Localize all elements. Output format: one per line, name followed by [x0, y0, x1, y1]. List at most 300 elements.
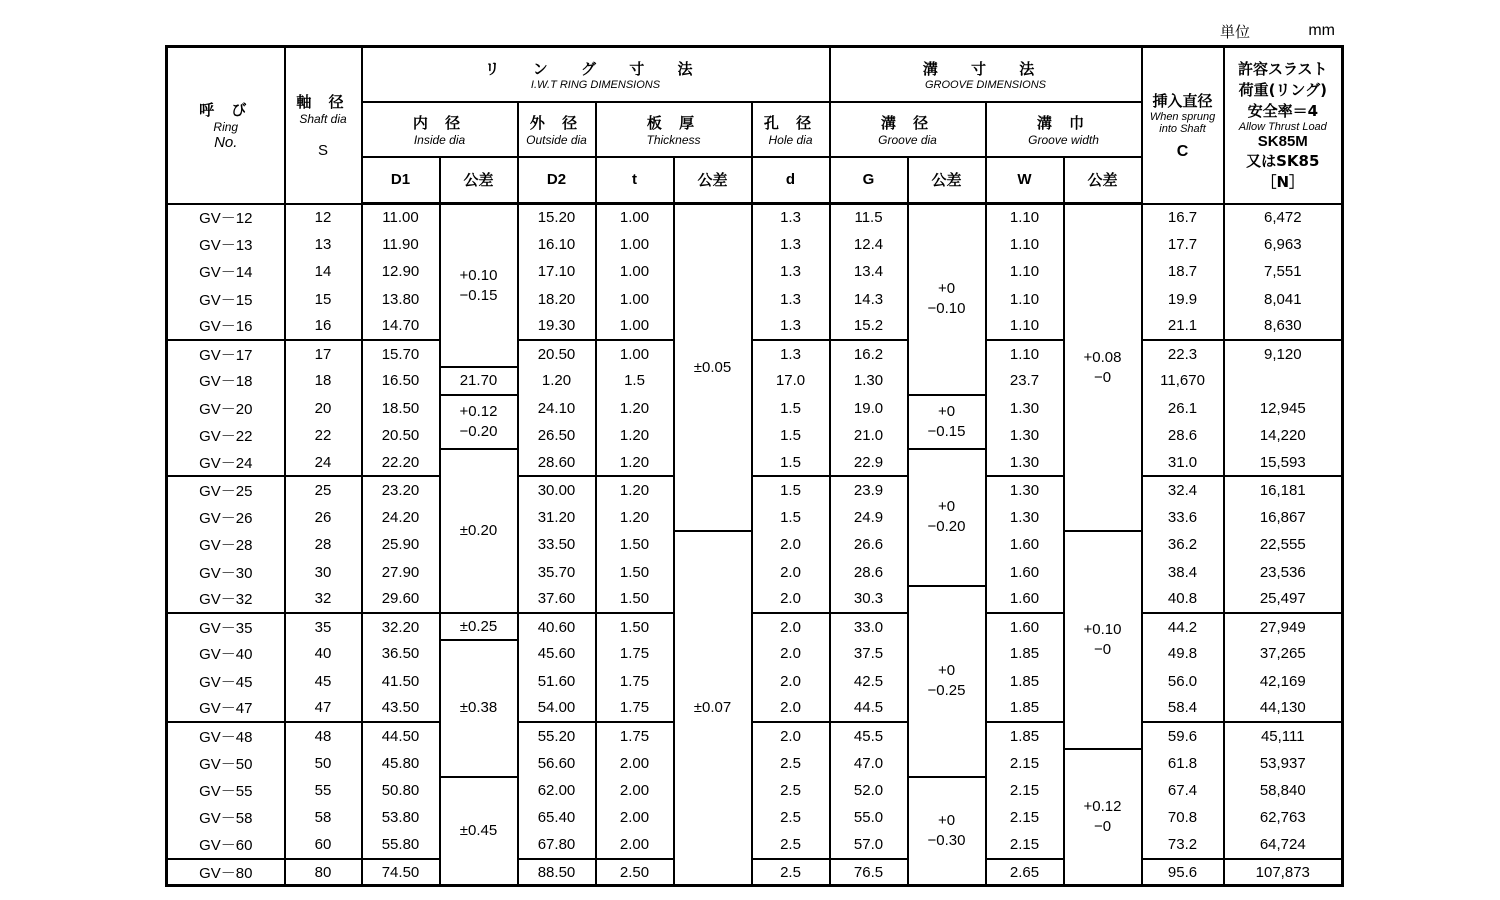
d1-cell: 15.70	[362, 340, 440, 367]
d1-cell: 22.20	[362, 449, 440, 476]
groove-dia-cell: 33.0	[830, 613, 908, 640]
thickness-cell: 1.50	[596, 558, 674, 585]
d2-cell: 15.20	[518, 204, 596, 231]
d2-cell: 16.10	[518, 231, 596, 258]
thrust-load-cell: 14,220	[1224, 422, 1343, 449]
thrust-load-cell: 58,840	[1224, 777, 1343, 804]
d1-cell: 74.50	[362, 859, 440, 886]
d1-cell: 23.20	[362, 476, 440, 503]
groove-dia-cell: 30.3	[830, 586, 908, 613]
shaft-dia-cell: 50	[285, 749, 362, 776]
groove-dia-cell: 28.6	[830, 558, 908, 585]
table-row	[167, 258, 1343, 285]
groove-width-cell: 1.30	[986, 422, 1064, 449]
groove-dia-cell: 26.6	[830, 531, 908, 558]
hole-dia-cell: 1.5	[752, 422, 830, 449]
hole-dia-cell: 2.0	[752, 586, 830, 613]
groove-dia-cell: 23.9	[830, 476, 908, 503]
d1-cell: 50.80	[362, 777, 440, 804]
thrust-load-cell: 23,536	[1224, 558, 1343, 585]
shaft-dia-cell: 40	[285, 640, 362, 667]
ring-no-cell: GV－80	[167, 859, 285, 886]
ring-no-cell: GV－16	[167, 313, 285, 340]
shaft-dia-cell: 22	[285, 422, 362, 449]
groove-width-tolerance-cell-line: +0.08	[1083, 348, 1122, 366]
ring-no-cell: GV－12	[167, 204, 285, 231]
thickness-tolerance-cell	[674, 531, 752, 886]
header-outside-dia: 外 径 Outside dia	[518, 102, 596, 157]
d1-cell: 14.70	[362, 313, 440, 340]
d2-cell: 33.50	[518, 531, 596, 558]
hole-dia-cell: 1.5	[752, 395, 830, 422]
shaft-dia-cell: 55	[285, 777, 362, 804]
header-w: W	[986, 157, 1064, 204]
d1-tolerance-cell	[440, 777, 518, 886]
ring-no-cell: GV－14	[167, 258, 285, 285]
groove-dia-cell: 57.0	[830, 831, 908, 858]
groove-width-cell: 1.10	[986, 285, 1064, 312]
groove-dia-tolerance-cell-line: −0.20	[927, 518, 966, 536]
groove-width-cell: 1.10	[986, 340, 1064, 367]
insert-dia-cell: 38.4	[1142, 558, 1224, 585]
shaft-dia-cell: 30	[285, 558, 362, 585]
shaft-dia-cell: 28	[285, 531, 362, 558]
ring-no-cell: GV－15	[167, 285, 285, 312]
table-row	[167, 831, 1343, 858]
d1-tolerance-cell-line: −0.15	[459, 286, 498, 304]
thickness-cell: 2.00	[596, 804, 674, 831]
d1-cell: 27.90	[362, 558, 440, 585]
table-row	[167, 340, 1343, 367]
header-ring-no: 呼 び Ring No.	[167, 47, 285, 204]
groove-dia-cell: 76.5	[830, 859, 908, 886]
header-hole-dia: 孔 径 Hole dia	[752, 102, 830, 157]
d1-cell: 43.50	[362, 695, 440, 722]
shaft-dia-cell: 20	[285, 395, 362, 422]
shaft-dia-cell: 32	[285, 586, 362, 613]
groove-width-cell: 1.85	[986, 722, 1064, 749]
hole-dia-cell: 1.5	[752, 504, 830, 531]
d2-cell: 28.60	[518, 449, 596, 476]
d2-cell: 37.60	[518, 586, 596, 613]
d1-tolerance-cell-line: ±0.38	[459, 699, 498, 717]
groove-width-cell: 2.15	[986, 777, 1064, 804]
ring-no-cell: GV－25	[167, 476, 285, 503]
thickness-cell: 1.20	[596, 504, 674, 531]
thickness-cell: 1.50	[596, 613, 674, 640]
thickness-cell: 1.20	[596, 476, 674, 503]
ring-no-cell: GV－40	[167, 640, 285, 667]
header-t-tolerance: 公差	[674, 157, 752, 204]
table-row	[167, 749, 1343, 776]
header-d2: D2	[518, 157, 596, 204]
thickness-cell: 1.50	[596, 586, 674, 613]
thrust-load-cell: 25,497	[1224, 586, 1343, 613]
d2-cell: 24.10	[518, 395, 596, 422]
thrust-load-cell: 107,873	[1224, 859, 1343, 886]
groove-dia-cell: 16.2	[830, 340, 908, 367]
hole-dia-cell: 2.0	[752, 668, 830, 695]
insert-dia-cell: 31.0	[1142, 449, 1224, 476]
table-row	[167, 285, 1343, 312]
groove-dia-cell: 12.4	[830, 231, 908, 258]
d2-cell: 88.50	[518, 859, 596, 886]
header-insert-dia: 挿入直径 When sprung into Shaft C	[1142, 47, 1224, 204]
insert-dia-cell: 70.8	[1142, 804, 1224, 831]
d2-cell: 26.50	[518, 422, 596, 449]
ring-no-cell: GV－13	[167, 231, 285, 258]
thrust-load-cell: 8,041	[1224, 285, 1343, 312]
ring-no-cell: GV－18	[167, 367, 285, 394]
d1-cell: 11.90	[362, 231, 440, 258]
shaft-dia-cell: 25	[285, 476, 362, 503]
thickness-cell: 1.50	[596, 531, 674, 558]
d2-cell: 20.50	[518, 340, 596, 367]
d1-cell: 32.20	[362, 613, 440, 640]
table-header	[167, 47, 1343, 204]
table-body	[167, 204, 1343, 886]
thickness-cell: 1.00	[596, 258, 674, 285]
thickness-cell: 1.00	[596, 285, 674, 312]
unit-label	[1220, 20, 1335, 42]
insert-dia-cell: 67.4	[1142, 777, 1224, 804]
d2-cell: 31.20	[518, 504, 596, 531]
groove-dia-cell: 22.9	[830, 449, 908, 476]
table-row	[167, 586, 1343, 613]
thrust-load-cell: 53,937	[1224, 749, 1343, 776]
thickness-tolerance-cell-line: ±0.07	[693, 699, 732, 717]
thickness-cell: 1.00	[596, 204, 674, 231]
shaft-dia-cell: 45	[285, 668, 362, 695]
ring-no-cell: GV－26	[167, 504, 285, 531]
d2-cell: 67.80	[518, 831, 596, 858]
groove-dia-tolerance-cell-line: −0.15	[927, 422, 966, 440]
groove-dia-tolerance-cell-line: +0	[937, 812, 956, 830]
ring-no-cell: GV－58	[167, 804, 285, 831]
groove-dia-cell: 17.0	[752, 367, 830, 394]
groove-width-tolerance-cell-line: +0.12	[1083, 798, 1122, 816]
table-row	[167, 504, 1343, 531]
groove-dia-tolerance-cell	[908, 586, 986, 777]
insert-dia-cell: 19.9	[1142, 285, 1224, 312]
groove-width-cell: 1.85	[986, 640, 1064, 667]
d2-cell: 62.00	[518, 777, 596, 804]
d1-cell: 18.50	[362, 395, 440, 422]
table-row	[167, 204, 1343, 231]
insert-dia-cell: 18.7	[1142, 258, 1224, 285]
d1-tolerance-cell-line: ±0.20	[459, 522, 498, 540]
insert-dia-cell: 33.6	[1142, 504, 1224, 531]
groove-dia-cell: 11.5	[830, 204, 908, 231]
hole-dia-cell: 1.3	[752, 285, 830, 312]
d1-tolerance-cell	[440, 613, 518, 640]
groove-width-cell: 1.10	[986, 204, 1064, 231]
thickness-cell: 1.20	[596, 395, 674, 422]
d2-cell: 56.60	[518, 749, 596, 776]
hole-dia-cell: 1.5	[752, 476, 830, 503]
d2-cell: 21.70	[440, 367, 518, 394]
d1-cell: 41.50	[362, 668, 440, 695]
groove-width-tolerance-cell-line: −0	[1093, 818, 1112, 836]
ring-no-cell: GV－60	[167, 831, 285, 858]
groove-dia-tolerance-cell	[908, 395, 986, 450]
d1-tolerance-cell	[440, 395, 518, 450]
hole-dia-cell: 1.3	[752, 231, 830, 258]
shaft-dia-cell: 17	[285, 340, 362, 367]
groove-dia-tolerance-cell-line: −0.30	[927, 832, 966, 850]
ring-no-cell: GV－24	[167, 449, 285, 476]
insert-dia-cell: 73.2	[1142, 831, 1224, 858]
groove-width-cell: 1.60	[986, 586, 1064, 613]
header-w-tolerance: 公差	[1064, 157, 1142, 204]
hole-dia-cell: 2.5	[752, 777, 830, 804]
d1-tolerance-cell-line: ±0.25	[459, 617, 498, 635]
ring-no-cell: GV－28	[167, 531, 285, 558]
table-row	[167, 804, 1343, 831]
ring-no-cell: GV－55	[167, 777, 285, 804]
hole-dia-cell: 1.3	[752, 340, 830, 367]
insert-dia-cell: 40.8	[1142, 586, 1224, 613]
table-row	[167, 558, 1343, 585]
d2-cell: 30.00	[518, 476, 596, 503]
hole-dia-cell: 2.0	[752, 695, 830, 722]
groove-dia-cell: 37.5	[830, 640, 908, 667]
thrust-load-cell: 42,169	[1224, 668, 1343, 695]
shaft-dia-cell: 48	[285, 722, 362, 749]
table-row	[167, 531, 1343, 558]
header-groove-width: 溝 巾 Groove width	[986, 102, 1142, 157]
d1-cell: 36.50	[362, 640, 440, 667]
thickness-cell: 1.75	[596, 722, 674, 749]
groove-dia-tolerance-cell	[908, 204, 986, 395]
thrust-load-cell: 16,867	[1224, 504, 1343, 531]
table-row	[167, 313, 1343, 340]
ring-no-cell: GV－32	[167, 586, 285, 613]
header-ring-dimensions: リ ン グ 寸 法 I.W.T RING DIMENSIONS	[362, 47, 830, 102]
groove-width-tolerance-cell-line: −0	[1093, 641, 1112, 659]
d1-tolerance-cell-line: −0.20	[459, 422, 498, 440]
d1-tolerance-cell-line: +0.10	[459, 266, 498, 284]
thickness-cell: 1.00	[596, 313, 674, 340]
header-d1-tolerance: 公差	[440, 157, 518, 204]
shaft-dia-cell: 58	[285, 804, 362, 831]
d1-tolerance-cell	[440, 449, 518, 613]
ring-no-cell: GV－20	[167, 395, 285, 422]
header-groove-dimensions: 溝 寸 法 GROOVE DIMENSIONS	[830, 47, 1142, 102]
groove-dia-cell: 55.0	[830, 804, 908, 831]
insert-dia-cell: 59.6	[1142, 722, 1224, 749]
ring-no-cell: GV－47	[167, 695, 285, 722]
d2-cell: 54.00	[518, 695, 596, 722]
insert-dia-cell: 49.8	[1142, 640, 1224, 667]
thickness-cell: 1.75	[596, 640, 674, 667]
groove-dia-cell: 44.5	[830, 695, 908, 722]
ring-no-cell: GV－48	[167, 722, 285, 749]
table-row	[167, 231, 1343, 258]
shaft-dia-cell: 15	[285, 285, 362, 312]
thickness-cell: 1.75	[596, 695, 674, 722]
thickness-cell: 1.75	[596, 668, 674, 695]
groove-width-cell: 1.10	[986, 231, 1064, 258]
header-thrust-load: 許容スラスト 荷重(リング) 安全率＝4 Allow Thrust Load SK85M 又はSK85 ［N］	[1224, 47, 1343, 204]
groove-width-tolerance-cell	[1064, 531, 1142, 749]
thickness-cell: 2.50	[596, 859, 674, 886]
groove-dia-tolerance-cell-line: +0	[937, 280, 956, 298]
header-groove-dia: 溝 径 Groove dia	[830, 102, 986, 157]
hole-dia-cell: 1.3	[752, 204, 830, 231]
thrust-load-cell: 16,181	[1224, 476, 1343, 503]
d1-cell: 53.80	[362, 804, 440, 831]
thrust-load-cell: 6,963	[1224, 231, 1343, 258]
header-inside-dia: 内 径 Inside dia	[362, 102, 518, 157]
thrust-load-cell: 15,593	[1224, 449, 1343, 476]
d1-cell: 11.00	[362, 204, 440, 231]
d1-tolerance-cell	[440, 204, 518, 368]
header-g: G	[830, 157, 908, 204]
groove-width-tolerance-cell-line: −0	[1093, 368, 1112, 386]
d1-cell: 25.90	[362, 531, 440, 558]
d1-cell: 45.80	[362, 749, 440, 776]
d1-cell: 20.50	[362, 422, 440, 449]
d1-cell: 16.50	[362, 367, 440, 394]
groove-width-cell: 2.15	[986, 749, 1064, 776]
insert-dia-cell: 23.7	[986, 367, 1064, 394]
hole-dia-cell: 2.0	[752, 531, 830, 558]
d1-cell: 12.90	[362, 258, 440, 285]
d1-cell: 55.80	[362, 831, 440, 858]
thrust-load-cell: 62,763	[1224, 804, 1343, 831]
groove-dia-cell: 24.9	[830, 504, 908, 531]
thrust-load-cell: 22,555	[1224, 531, 1343, 558]
groove-width-tolerance-cell	[1064, 749, 1142, 885]
table-row	[167, 476, 1343, 503]
thickness-cell: 2.00	[596, 749, 674, 776]
groove-width-cell: 1.60	[986, 613, 1064, 640]
insert-dia-cell: 58.4	[1142, 695, 1224, 722]
shaft-dia-cell: 60	[285, 831, 362, 858]
insert-dia-cell: 17.7	[1142, 231, 1224, 258]
thrust-load-cell: 44,130	[1224, 695, 1343, 722]
hole-dia-cell: 1.3	[752, 258, 830, 285]
insert-dia-cell: 44.2	[1142, 613, 1224, 640]
thrust-load-cell: 27,949	[1224, 613, 1343, 640]
d1-cell: 13.80	[362, 285, 440, 312]
groove-width-cell: 1.30	[986, 476, 1064, 503]
shaft-dia-cell: 16	[285, 313, 362, 340]
header-t: t	[596, 157, 674, 204]
groove-dia-cell: 14.3	[830, 285, 908, 312]
thickness-cell: 1.20	[596, 449, 674, 476]
groove-width-cell: 2.15	[986, 804, 1064, 831]
header-g-tolerance: 公差	[908, 157, 986, 204]
insert-dia-cell: 22.3	[1142, 340, 1224, 367]
groove-width-cell: 1.30	[830, 367, 908, 394]
groove-width-tolerance-cell-line: +0.10	[1083, 621, 1122, 639]
hole-dia-cell: 1.5	[752, 449, 830, 476]
shaft-dia-cell: 47	[285, 695, 362, 722]
d2-cell: 18.20	[518, 285, 596, 312]
table-row	[167, 695, 1343, 722]
thrust-load-cell: 6,472	[1224, 204, 1343, 231]
thrust-load-cell: 9,120	[1224, 340, 1343, 367]
shaft-dia-cell: 35	[285, 613, 362, 640]
thickness-cell: 2.00	[596, 831, 674, 858]
hole-dia-cell: 2.5	[752, 859, 830, 886]
groove-dia-cell: 15.2	[830, 313, 908, 340]
insert-dia-cell: 21.1	[1142, 313, 1224, 340]
groove-dia-tolerance-cell	[908, 777, 986, 886]
hole-dia-cell: 2.0	[752, 558, 830, 585]
hole-dia-cell: 1.3	[752, 313, 830, 340]
thickness-tolerance-cell	[674, 204, 752, 532]
shaft-dia-cell: 14	[285, 258, 362, 285]
d1-cell: 24.20	[362, 504, 440, 531]
d1-tolerance-cell-line: ±0.45	[459, 822, 498, 840]
thickness-cell: 1.00	[596, 340, 674, 367]
insert-dia-cell: 16.7	[1142, 204, 1224, 231]
table-row	[167, 668, 1343, 695]
ring-no-cell: GV－17	[167, 340, 285, 367]
hole-dia-cell: 1.5	[596, 367, 674, 394]
groove-width-tolerance-cell	[1064, 204, 1142, 532]
groove-dia-tolerance-cell-line: +0	[937, 498, 956, 516]
table-row	[167, 449, 1343, 476]
groove-width-cell: 1.10	[986, 313, 1064, 340]
thrust-load-cell: 45,111	[1224, 722, 1343, 749]
thrust-load-cell: 64,724	[1224, 831, 1343, 858]
insert-dia-cell: 56.0	[1142, 668, 1224, 695]
shaft-dia-cell: 12	[285, 204, 362, 231]
table-row	[167, 367, 1343, 394]
insert-dia-cell: 36.2	[1142, 531, 1224, 558]
d1-tolerance-cell	[440, 640, 518, 776]
table-row	[167, 640, 1343, 667]
shaft-dia-cell: 26	[285, 504, 362, 531]
insert-dia-cell: 95.6	[1142, 859, 1224, 886]
hole-dia-cell: 2.5	[752, 831, 830, 858]
groove-dia-cell: 52.0	[830, 777, 908, 804]
d2-cell: 65.40	[518, 804, 596, 831]
groove-dia-cell: 19.0	[830, 395, 908, 422]
groove-dia-tolerance-cell-line: +0	[937, 662, 956, 680]
table-row	[167, 777, 1343, 804]
d1-cell: 44.50	[362, 722, 440, 749]
unit-value: mm	[1308, 22, 1335, 39]
retaining-ring-spec-table	[165, 45, 1344, 887]
ring-no-cell: GV－30	[167, 558, 285, 585]
thickness-tolerance-cell-line: ±0.05	[693, 358, 732, 376]
d1-cell: 29.60	[362, 586, 440, 613]
table-row	[167, 422, 1343, 449]
ring-no-cell: GV－50	[167, 749, 285, 776]
insert-dia-cell: 61.8	[1142, 749, 1224, 776]
header-thickness: 板 厚 Thickness	[596, 102, 752, 157]
groove-dia-cell: 45.5	[830, 722, 908, 749]
groove-width-cell: 2.65	[986, 859, 1064, 886]
ring-no-cell: GV－35	[167, 613, 285, 640]
insert-dia-cell: 32.4	[1142, 476, 1224, 503]
groove-dia-cell: 13.4	[830, 258, 908, 285]
insert-dia-cell: 26.1	[1142, 395, 1224, 422]
groove-dia-cell: 42.5	[830, 668, 908, 695]
hole-dia-cell: 2.5	[752, 749, 830, 776]
groove-width-cell: 2.15	[986, 831, 1064, 858]
d2-cell: 40.60	[518, 613, 596, 640]
table-row	[167, 613, 1343, 640]
unit-caption: 単位	[1220, 22, 1251, 41]
d1-tolerance-cell-line: +0.12	[459, 402, 498, 420]
thickness-cell: 1.20	[596, 422, 674, 449]
